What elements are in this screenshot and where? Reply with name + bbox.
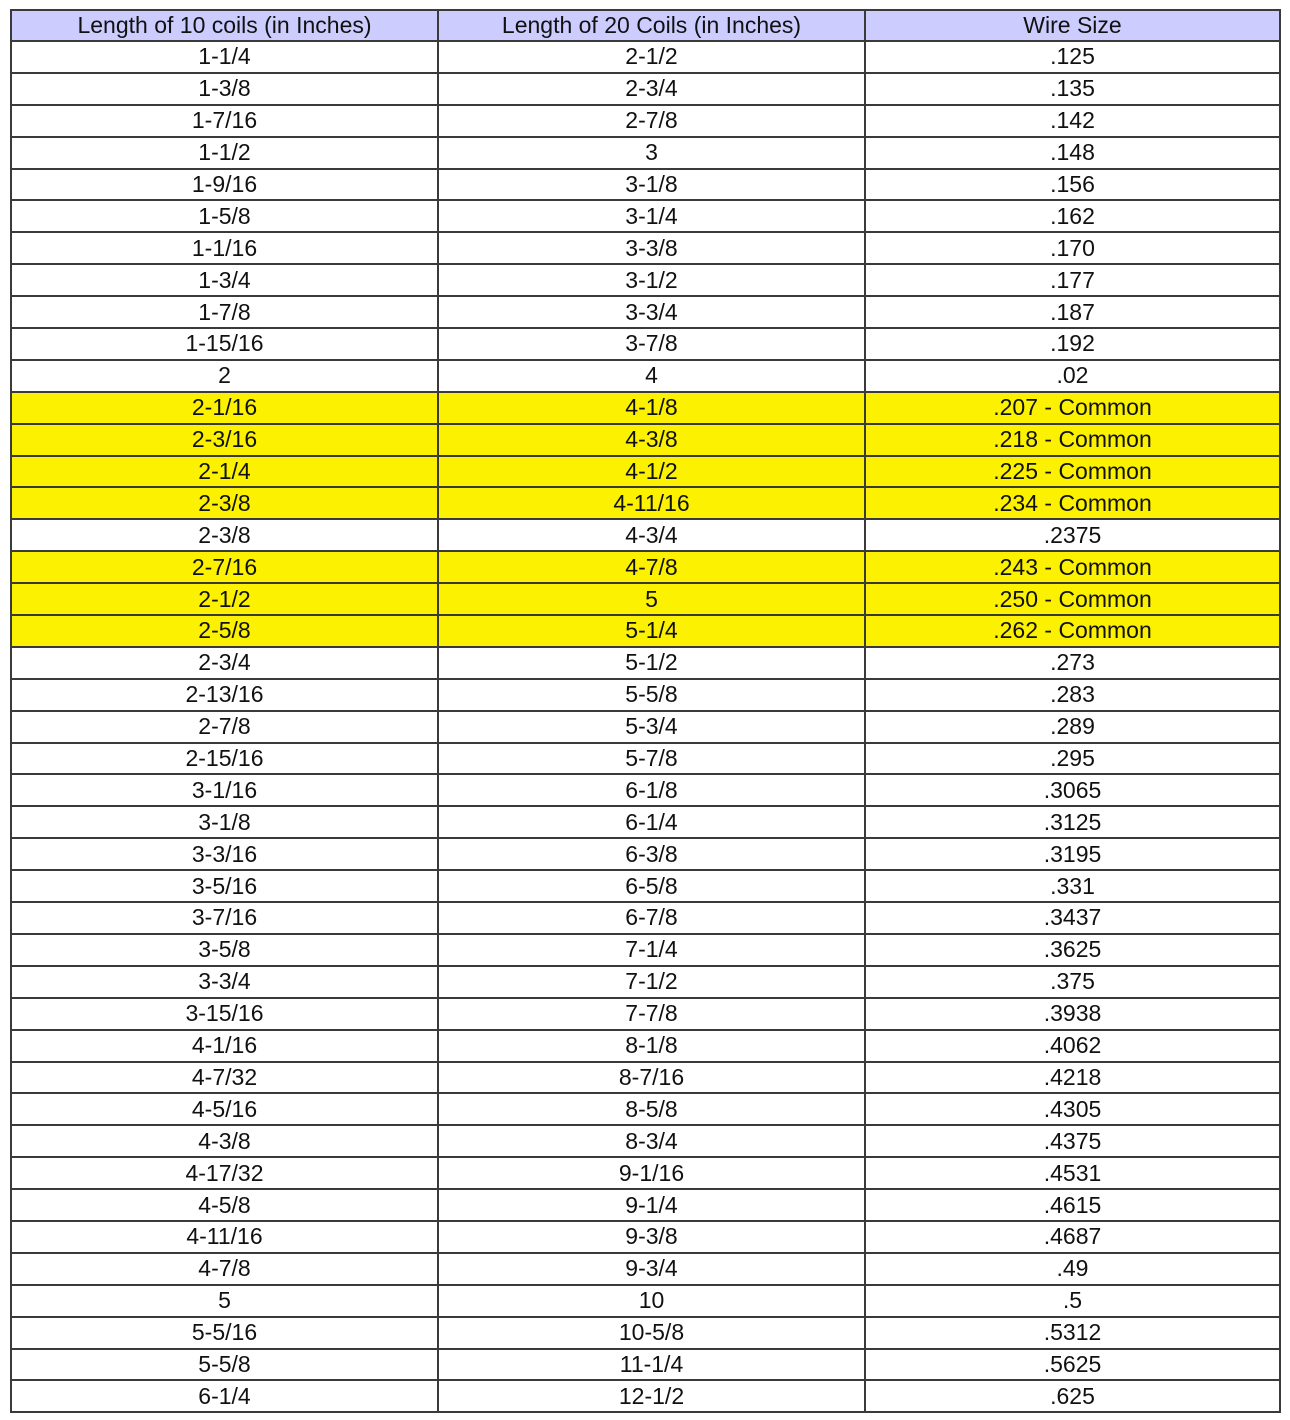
wire-size-cell: .4305 (865, 1093, 1280, 1125)
table-row (11, 934, 1280, 966)
length-10-coils-cell: 2 (11, 360, 438, 392)
header-length-10-coils: Length of 10 coils (in Inches) (11, 10, 438, 41)
wire-size-cell: .4375 (865, 1125, 1280, 1157)
length-10-coils-cell: 5-5/8 (11, 1349, 438, 1381)
table-row (11, 1157, 1280, 1189)
table-row (11, 1125, 1280, 1157)
wire-size-cell: .4062 (865, 1030, 1280, 1062)
length-10-coils-cell: 2-3/8 (11, 487, 438, 519)
table-row (11, 966, 1280, 998)
length-10-coils-cell: 2-1/2 (11, 583, 438, 615)
length-20-coils-cell: 9-3/8 (438, 1221, 865, 1253)
length-20-coils-cell: 10-5/8 (438, 1317, 865, 1349)
length-10-coils-cell: 1-3/4 (11, 264, 438, 296)
wire-size-cell: .156 (865, 169, 1280, 201)
length-10-coils-cell: 6-1/4 (11, 1380, 438, 1412)
length-10-coils-cell: 1-9/16 (11, 169, 438, 201)
wire-size-cell: .2375 (865, 519, 1280, 551)
table-row (11, 1189, 1280, 1221)
length-20-coils-cell: 3-1/2 (438, 264, 865, 296)
length-20-coils-cell: 3-7/8 (438, 328, 865, 360)
table-row-common (11, 392, 1280, 424)
wire-size-cell: .207 - Common (865, 392, 1280, 424)
length-10-coils-cell: 5-5/16 (11, 1317, 438, 1349)
table-row (11, 1285, 1280, 1317)
header-length-20-coils: Length of 20 Coils (in Inches) (438, 10, 865, 41)
wire-size-cell: .4531 (865, 1157, 1280, 1189)
length-10-coils-cell: 2-1/4 (11, 456, 438, 488)
length-10-coils-cell: 1-1/16 (11, 232, 438, 264)
length-20-coils-cell: 5-7/8 (438, 743, 865, 775)
wire-size-cell: .283 (865, 679, 1280, 711)
length-20-coils-cell: 3-1/4 (438, 200, 865, 232)
table-row (11, 774, 1280, 806)
table-row (11, 360, 1280, 392)
wire-size-cell: .3437 (865, 902, 1280, 934)
length-10-coils-cell: 4-5/16 (11, 1093, 438, 1125)
table-row (11, 200, 1280, 232)
wire-size-cell: .273 (865, 647, 1280, 679)
length-10-coils-cell: 2-7/16 (11, 551, 438, 583)
length-10-coils-cell: 4-7/8 (11, 1253, 438, 1285)
length-20-coils-cell: 2-3/4 (438, 73, 865, 105)
length-10-coils-cell: 3-1/16 (11, 774, 438, 806)
table-row (11, 647, 1280, 679)
length-10-coils-cell: 1-15/16 (11, 328, 438, 360)
wire-size-cell: .177 (865, 264, 1280, 296)
length-20-coils-cell: 10 (438, 1285, 865, 1317)
length-10-coils-cell: 1-7/8 (11, 296, 438, 328)
length-20-coils-cell: 4 (438, 360, 865, 392)
wire-size-table (10, 9, 1281, 1413)
table-row (11, 264, 1280, 296)
wire-size-cell: .3125 (865, 806, 1280, 838)
length-20-coils-cell: 9-1/4 (438, 1189, 865, 1221)
wire-size-cell: .125 (865, 41, 1280, 73)
length-10-coils-cell: 1-3/8 (11, 73, 438, 105)
length-20-coils-cell: 6-5/8 (438, 870, 865, 902)
length-20-coils-cell: 3-1/8 (438, 169, 865, 201)
length-20-coils-cell: 3-3/8 (438, 232, 865, 264)
length-20-coils-cell: 11-1/4 (438, 1349, 865, 1381)
length-20-coils-cell: 4-1/2 (438, 456, 865, 488)
table-row (11, 1349, 1280, 1381)
wire-size-cell: .5 (865, 1285, 1280, 1317)
length-10-coils-cell: 4-3/8 (11, 1125, 438, 1157)
wire-size-cell: .3938 (865, 998, 1280, 1030)
length-20-coils-cell: 5-1/2 (438, 647, 865, 679)
length-10-coils-cell: 2-3/8 (11, 519, 438, 551)
wire-size-cell: .187 (865, 296, 1280, 328)
wire-size-cell: .5625 (865, 1349, 1280, 1381)
length-10-coils-cell: 3-5/8 (11, 934, 438, 966)
length-20-coils-cell: 6-3/8 (438, 838, 865, 870)
length-20-coils-cell: 9-1/16 (438, 1157, 865, 1189)
wire-size-cell: .234 - Common (865, 487, 1280, 519)
table-row (11, 169, 1280, 201)
length-10-coils-cell: 1-5/8 (11, 200, 438, 232)
length-10-coils-cell: 4-5/8 (11, 1189, 438, 1221)
length-10-coils-cell: 3-7/16 (11, 902, 438, 934)
wire-size-cell: .250 - Common (865, 583, 1280, 615)
length-20-coils-cell: 9-3/4 (438, 1253, 865, 1285)
length-20-coils-cell: 3 (438, 137, 865, 169)
length-10-coils-cell: 3-15/16 (11, 998, 438, 1030)
length-10-coils-cell: 2-3/4 (11, 647, 438, 679)
length-20-coils-cell: 6-1/4 (438, 806, 865, 838)
table-row (11, 137, 1280, 169)
wire-size-cell: .4615 (865, 1189, 1280, 1221)
table-row-common (11, 551, 1280, 583)
length-10-coils-cell: 1-1/2 (11, 137, 438, 169)
length-10-coils-cell: 1-1/4 (11, 41, 438, 73)
length-10-coils-cell: 3-5/16 (11, 870, 438, 902)
length-10-coils-cell: 4-17/32 (11, 1157, 438, 1189)
length-20-coils-cell: 4-3/4 (438, 519, 865, 551)
table-row (11, 902, 1280, 934)
table-row (11, 232, 1280, 264)
length-20-coils-cell: 5-1/4 (438, 615, 865, 647)
wire-size-cell: .170 (865, 232, 1280, 264)
table-row (11, 1221, 1280, 1253)
length-10-coils-cell: 2-1/16 (11, 392, 438, 424)
wire-size-cell: .331 (865, 870, 1280, 902)
length-20-coils-cell: 7-1/4 (438, 934, 865, 966)
table-row (11, 838, 1280, 870)
wire-size-cell: .4687 (865, 1221, 1280, 1253)
wire-size-cell: .218 - Common (865, 424, 1280, 456)
table-row (11, 519, 1280, 551)
header-wire-size: Wire Size (865, 10, 1280, 41)
length-20-coils-cell: 4-1/8 (438, 392, 865, 424)
table-row (11, 1062, 1280, 1094)
length-20-coils-cell: 5-5/8 (438, 679, 865, 711)
length-20-coils-cell: 4-11/16 (438, 487, 865, 519)
table-row (11, 1030, 1280, 1062)
length-10-coils-cell: 4-11/16 (11, 1221, 438, 1253)
table-row (11, 1253, 1280, 1285)
wire-size-cell: .5312 (865, 1317, 1280, 1349)
table-row-common (11, 615, 1280, 647)
wire-size-cell: .02 (865, 360, 1280, 392)
wire-size-cell: .3195 (865, 838, 1280, 870)
length-20-coils-cell: 6-7/8 (438, 902, 865, 934)
length-20-coils-cell: 7-7/8 (438, 998, 865, 1030)
length-20-coils-cell: 8-3/4 (438, 1125, 865, 1157)
wire-size-cell: .135 (865, 73, 1280, 105)
length-10-coils-cell: 2-15/16 (11, 743, 438, 775)
table-row (11, 806, 1280, 838)
length-20-coils-cell: 5 (438, 583, 865, 615)
table-row (11, 870, 1280, 902)
wire-size-cell: .142 (865, 105, 1280, 137)
length-20-coils-cell: 2-7/8 (438, 105, 865, 137)
length-10-coils-cell: 5 (11, 1285, 438, 1317)
table-row (11, 73, 1280, 105)
length-20-coils-cell: 8-7/16 (438, 1062, 865, 1094)
wire-size-cell: .192 (865, 328, 1280, 360)
length-10-coils-cell: 3-3/4 (11, 966, 438, 998)
wire-size-cell: .625 (865, 1380, 1280, 1412)
table-row (11, 1380, 1280, 1412)
length-10-coils-cell: 3-3/16 (11, 838, 438, 870)
wire-size-cell: .148 (865, 137, 1280, 169)
wire-size-cell: .4218 (865, 1062, 1280, 1094)
table-row (11, 679, 1280, 711)
length-20-coils-cell: 12-1/2 (438, 1380, 865, 1412)
table-row (11, 1317, 1280, 1349)
length-10-coils-cell: 2-5/8 (11, 615, 438, 647)
wire-size-cell: .225 - Common (865, 456, 1280, 488)
table-row (11, 743, 1280, 775)
length-20-coils-cell: 4-3/8 (438, 424, 865, 456)
wire-size-cell: .49 (865, 1253, 1280, 1285)
table-body (11, 41, 1280, 1412)
wire-size-cell: .3625 (865, 934, 1280, 966)
table-row-common (11, 583, 1280, 615)
length-10-coils-cell: 4-1/16 (11, 1030, 438, 1062)
header-row (11, 10, 1280, 41)
wire-size-cell: .375 (865, 966, 1280, 998)
length-20-coils-cell: 5-3/4 (438, 711, 865, 743)
length-10-coils-cell: 2-7/8 (11, 711, 438, 743)
length-20-coils-cell: 4-7/8 (438, 551, 865, 583)
length-10-coils-cell: 2-13/16 (11, 679, 438, 711)
length-10-coils-cell: 4-7/32 (11, 1062, 438, 1094)
table-row (11, 711, 1280, 743)
wire-size-cell: .262 - Common (865, 615, 1280, 647)
wire-size-cell: .3065 (865, 774, 1280, 806)
table-row-common (11, 456, 1280, 488)
table-row (11, 41, 1280, 73)
length-10-coils-cell: 2-3/16 (11, 424, 438, 456)
table-row (11, 1093, 1280, 1125)
length-10-coils-cell: 1-7/16 (11, 105, 438, 137)
table-row (11, 105, 1280, 137)
table-row-common (11, 424, 1280, 456)
table-row (11, 998, 1280, 1030)
wire-size-cell: .295 (865, 743, 1280, 775)
length-20-coils-cell: 8-1/8 (438, 1030, 865, 1062)
table-row (11, 328, 1280, 360)
length-20-coils-cell: 2-1/2 (438, 41, 865, 73)
length-20-coils-cell: 6-1/8 (438, 774, 865, 806)
length-10-coils-cell: 3-1/8 (11, 806, 438, 838)
table-row (11, 296, 1280, 328)
length-20-coils-cell: 7-1/2 (438, 966, 865, 998)
length-20-coils-cell: 3-3/4 (438, 296, 865, 328)
table-row-common (11, 487, 1280, 519)
wire-size-cell: .243 - Common (865, 551, 1280, 583)
length-20-coils-cell: 8-5/8 (438, 1093, 865, 1125)
wire-size-cell: .289 (865, 711, 1280, 743)
wire-size-cell: .162 (865, 200, 1280, 232)
